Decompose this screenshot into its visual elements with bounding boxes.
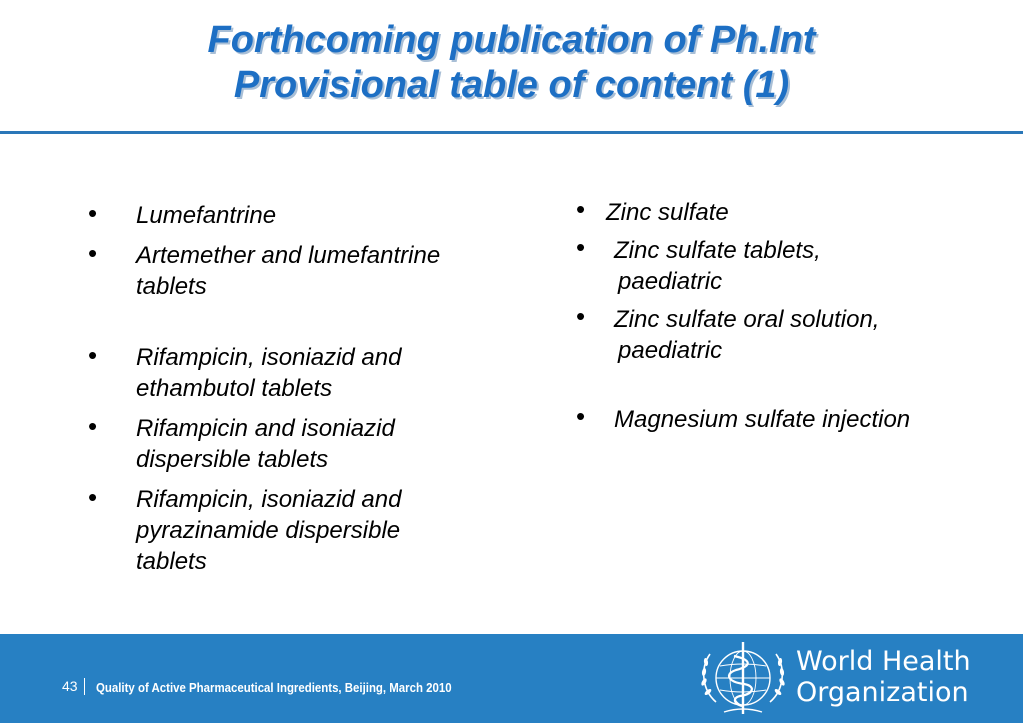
list-item-text: Zinc sulfate oral solution, [614,306,880,333]
list-item [576,232,1016,297]
list-item [88,413,528,475]
list-item [576,401,1016,435]
slide-title-line-1: Forthcoming publication of Ph.Int [207,19,816,61]
footer-caption: Quality of Active Pharmaceutical Ingredients, Beijing, March 2010 [96,680,452,695]
list-item [88,240,528,302]
bullet-icon: • [88,198,98,228]
list-item [88,200,528,231]
who-wordmark-line-2: Organization [796,677,969,708]
right-bullet-list [576,194,1016,435]
list-item-text: tablets [136,273,207,300]
list-item [576,194,1016,228]
list-item-text: Magnesium sulfate injection [614,406,911,433]
slide-title [0,18,1023,108]
page-number-divider [84,678,85,695]
bullet-icon: • [88,482,98,512]
list-item-text: Rifampicin, isoniazid and [136,344,402,371]
list-item-text: tablets [136,548,207,575]
title-divider [0,131,1023,134]
page-number: 43 [62,678,78,694]
bullet-icon: • [576,301,586,331]
bullet-icon: • [88,238,98,268]
who-wordmark [796,646,971,708]
list-item-text: Rifampicin and isoniazid [136,415,395,442]
list-item-text: Rifampicin, isoniazid and [136,486,402,513]
who-wordmark-line-1: World Health [796,646,971,677]
bullet-icon: • [88,411,98,441]
left-bullet-list [88,200,528,577]
list-item [88,484,528,577]
list-item-text: Zinc sulfate [606,199,729,226]
list-item-text: Lumefantrine [136,202,277,229]
bullet-icon: • [576,232,586,262]
list-item-text: paediatric [618,268,723,295]
bullet-icon: • [88,340,98,370]
list-item-text: paediatric [618,337,723,364]
slide-title-line-2: Provisional table of content (1) [233,64,790,106]
list-item [88,342,528,404]
list-item-text: pyrazinamide dispersible [136,517,401,544]
list-item-text: Zinc sulfate tablets, [614,237,821,264]
footer-bar [0,634,1023,723]
who-emblem-icon [694,638,792,718]
bullet-icon: • [576,194,586,224]
list-item-text: Artemether and lumefantrine [136,242,441,269]
list-item [576,301,1016,366]
list-item-text: dispersible tablets [136,446,329,473]
list-item-text: ethambutol tablets [136,375,333,402]
bullet-icon: • [576,401,586,431]
